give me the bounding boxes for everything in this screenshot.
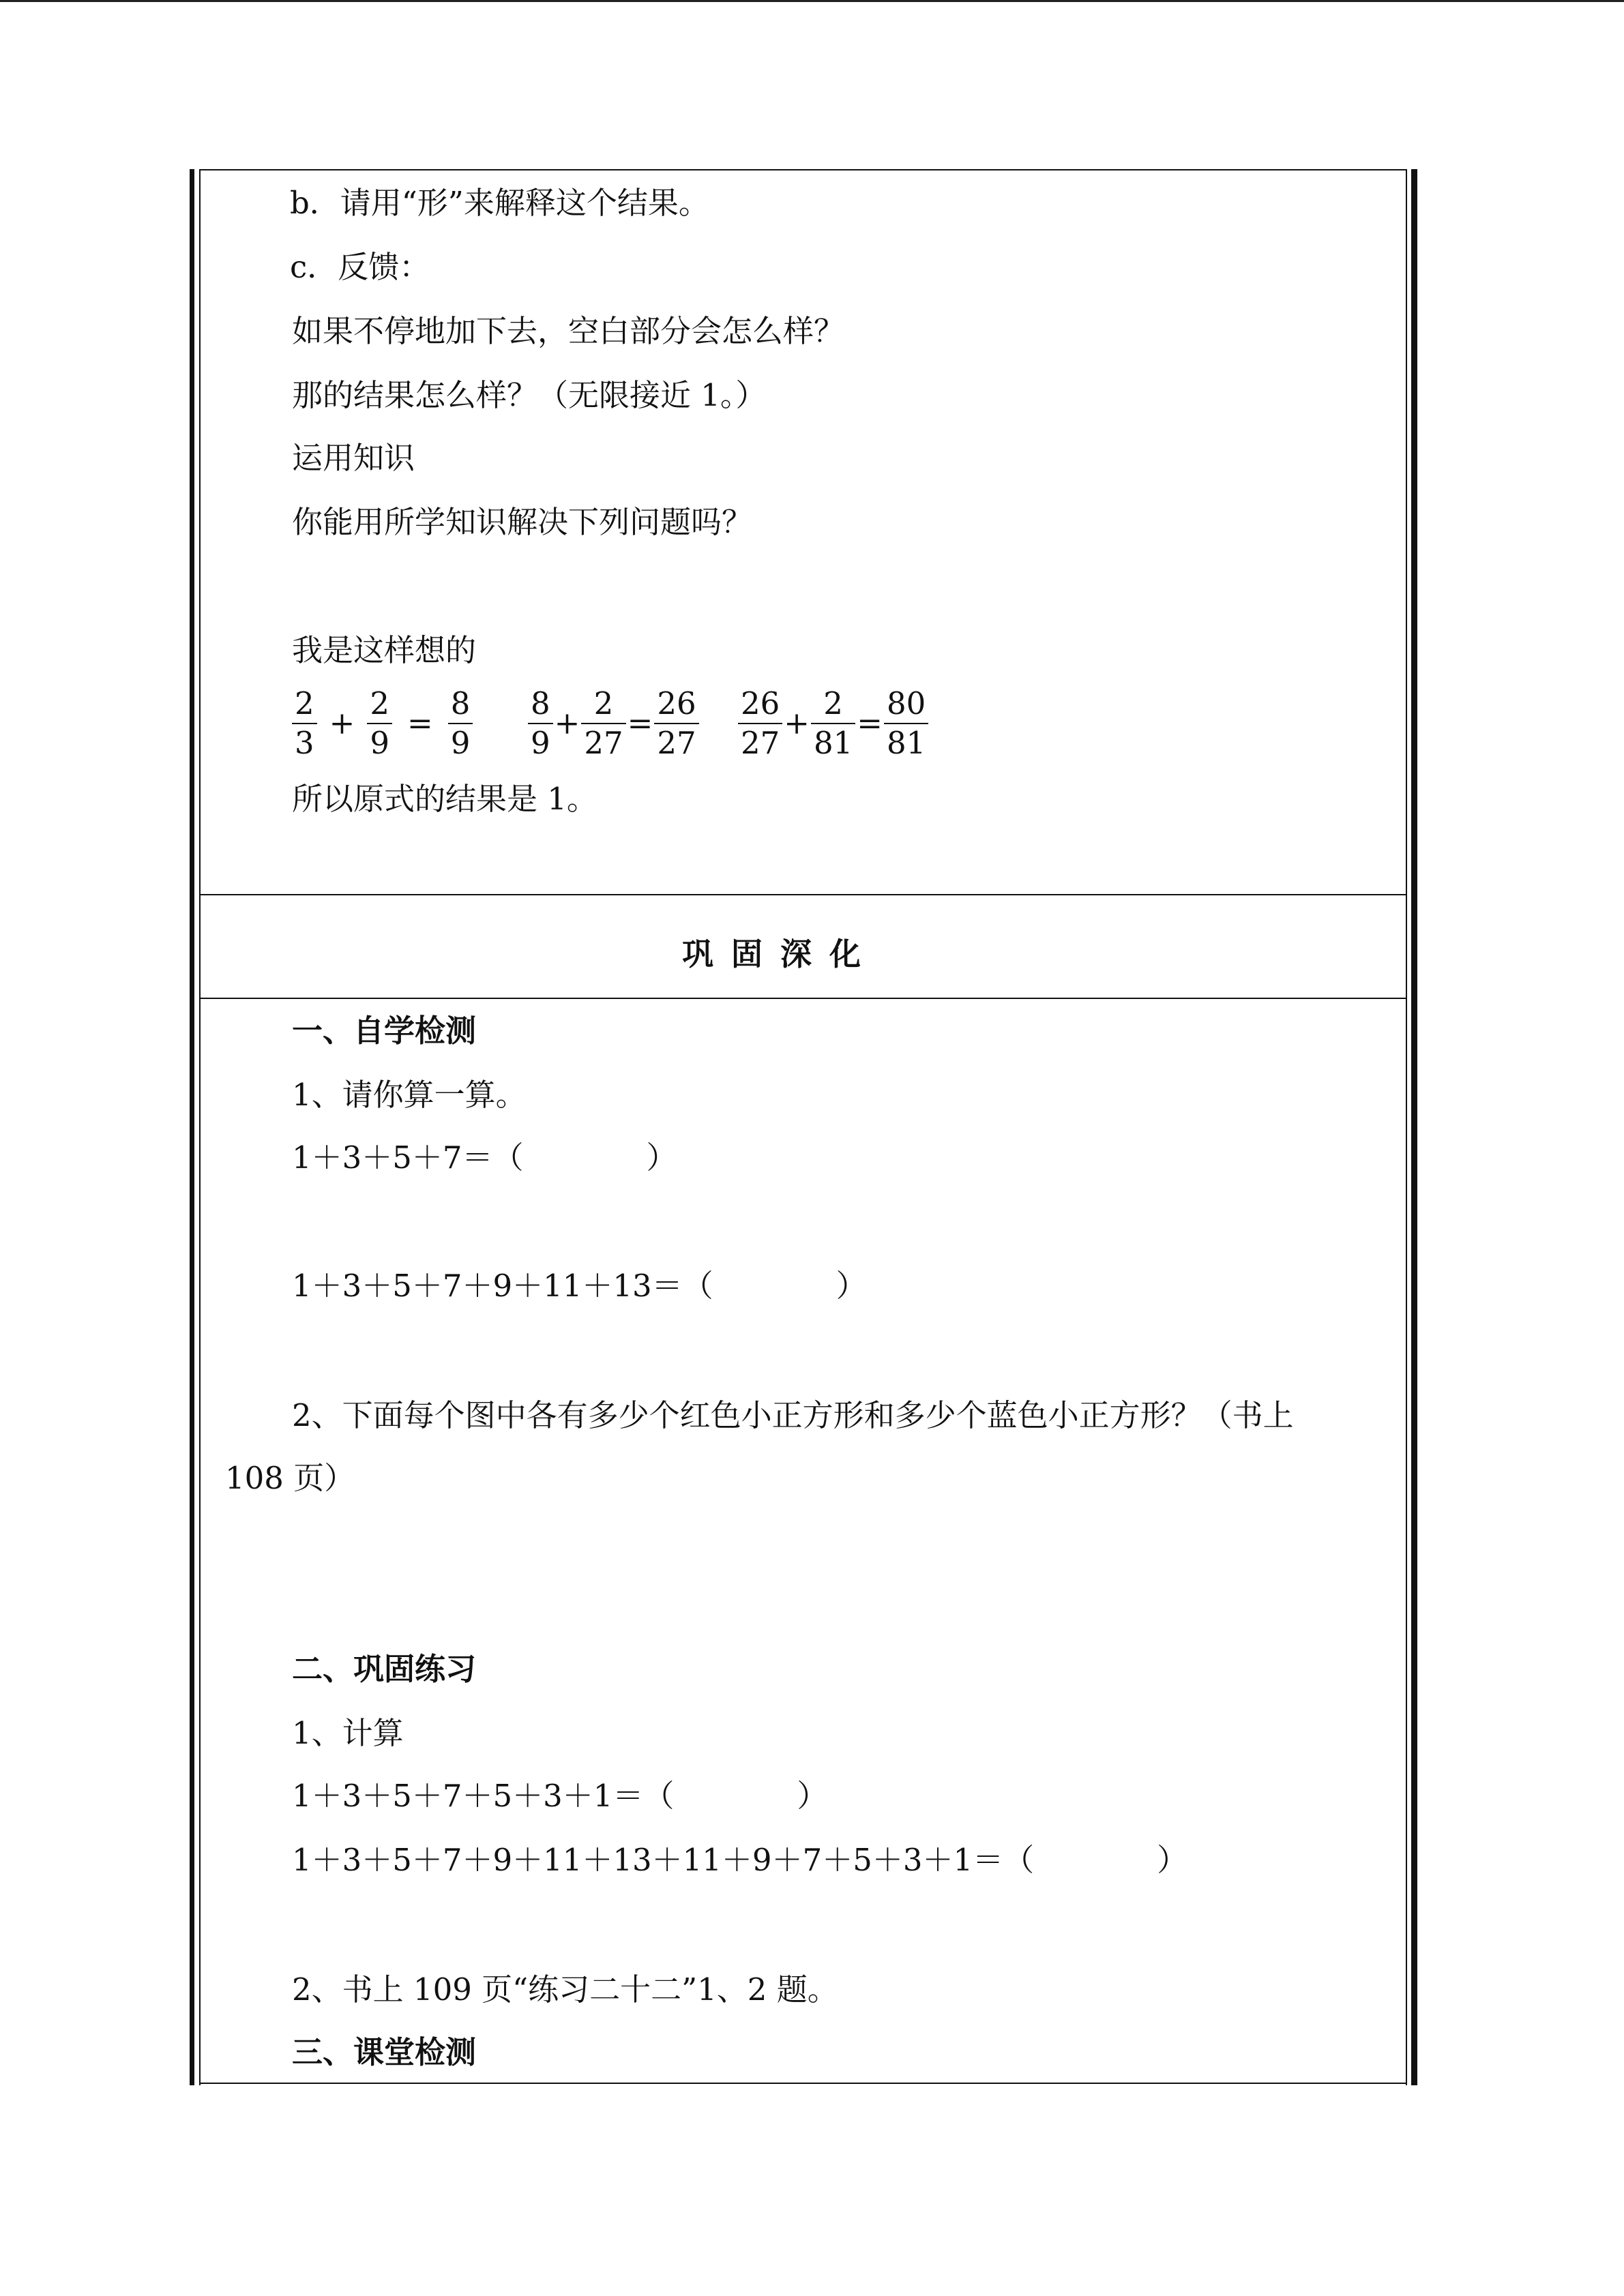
equals-sign: = — [407, 705, 433, 741]
fraction — [581, 685, 625, 762]
part1-calc1: 1＋3＋5＋7＝（ ） — [292, 1139, 677, 1176]
equation-1 — [292, 681, 473, 766]
numerator: 2 — [295, 685, 314, 721]
equals-sign: = — [627, 705, 653, 741]
table-border-bottom — [199, 2083, 1407, 2084]
conclusion-line: 所以原式的结果是 1。 — [292, 781, 597, 817]
fraction — [292, 685, 317, 762]
plus-sign: + — [554, 705, 580, 741]
numerator: 80 — [886, 685, 926, 721]
page-top-rule — [0, 0, 1624, 2]
fraction — [884, 685, 928, 762]
think-line: 我是这样想的 — [292, 632, 477, 668]
part1-item1: 1、请你算一算。 — [292, 1077, 527, 1113]
part2-item1: 1、计算 — [292, 1715, 404, 1751]
section-title: 巩固深化 — [682, 936, 879, 972]
section-divider-top — [199, 894, 1407, 895]
numerator: 2 — [823, 685, 843, 721]
part1-item2-line1: 2、下面每个图中各有多少个红色小正方形和多少个蓝色小正方形？（书上 — [292, 1397, 1294, 1433]
plus-sign: + — [784, 705, 810, 741]
fraction — [654, 685, 698, 762]
fraction — [811, 685, 855, 762]
denominator: 27 — [584, 724, 623, 761]
part2-calc1: 1＋3＋5＋7＋5＋3＋1＝（ ） — [292, 1778, 828, 1814]
part3-heading: 三、课堂检测 — [292, 2034, 477, 2070]
denominator: 9 — [370, 724, 389, 761]
part2-calc2: 1＋3＋5＋7＋9＋11＋13＋11＋9＋7＋5＋3＋1＝（ ） — [292, 1842, 1188, 1878]
denominator: 81 — [813, 724, 853, 761]
part1-calc2: 1＋3＋5＋7＋9＋11＋13＝（ ） — [292, 1268, 867, 1304]
numerator: 8 — [531, 685, 550, 721]
numerator: 2 — [370, 685, 389, 721]
plus-sign: + — [329, 705, 355, 741]
fraction — [528, 685, 553, 762]
table-border-left-outer — [190, 169, 194, 2085]
fraction — [448, 685, 473, 762]
numerator: 26 — [741, 685, 780, 721]
equation-3 — [738, 681, 928, 766]
denominator: 81 — [886, 724, 926, 761]
table-border-left-inner — [199, 169, 201, 2085]
numerator: 8 — [450, 685, 471, 721]
denominator: 27 — [657, 724, 696, 761]
equals-sign: = — [857, 705, 883, 741]
table-border-right-inner — [1406, 169, 1407, 2085]
table-border-top — [199, 169, 1407, 170]
line-b: b．请用“形”来解释这个结果。 — [290, 185, 709, 221]
fraction — [367, 685, 392, 762]
apply-question: 你能用所学知识解决下列问题吗？ — [292, 504, 753, 540]
numerator: 2 — [593, 685, 614, 721]
table-border-right-outer — [1411, 169, 1417, 2085]
numerator: 26 — [657, 685, 696, 721]
question-1: 如果不停地加下去，空白部分会怎么样？ — [292, 313, 845, 349]
fraction — [738, 685, 782, 762]
section-divider-bottom — [199, 998, 1407, 999]
part2-item2: 2、书上 109 页“练习二十二”1、2 题。 — [292, 1971, 838, 2008]
equation-2 — [528, 681, 699, 766]
apply-heading: 运用知识 — [292, 440, 415, 476]
denominator: 9 — [450, 724, 471, 761]
part1-item2-line2: 108 页） — [225, 1460, 355, 1496]
denominator: 27 — [741, 724, 780, 761]
part2-heading: 二、巩固练习 — [292, 1651, 477, 1687]
line-c: c．反馈： — [290, 249, 430, 285]
question-2: 那的结果怎么样？（无限接近 1。） — [292, 377, 767, 413]
part1-heading: 一、自学检测 — [292, 1013, 477, 1049]
denominator: 3 — [295, 724, 314, 761]
denominator: 9 — [531, 724, 550, 761]
